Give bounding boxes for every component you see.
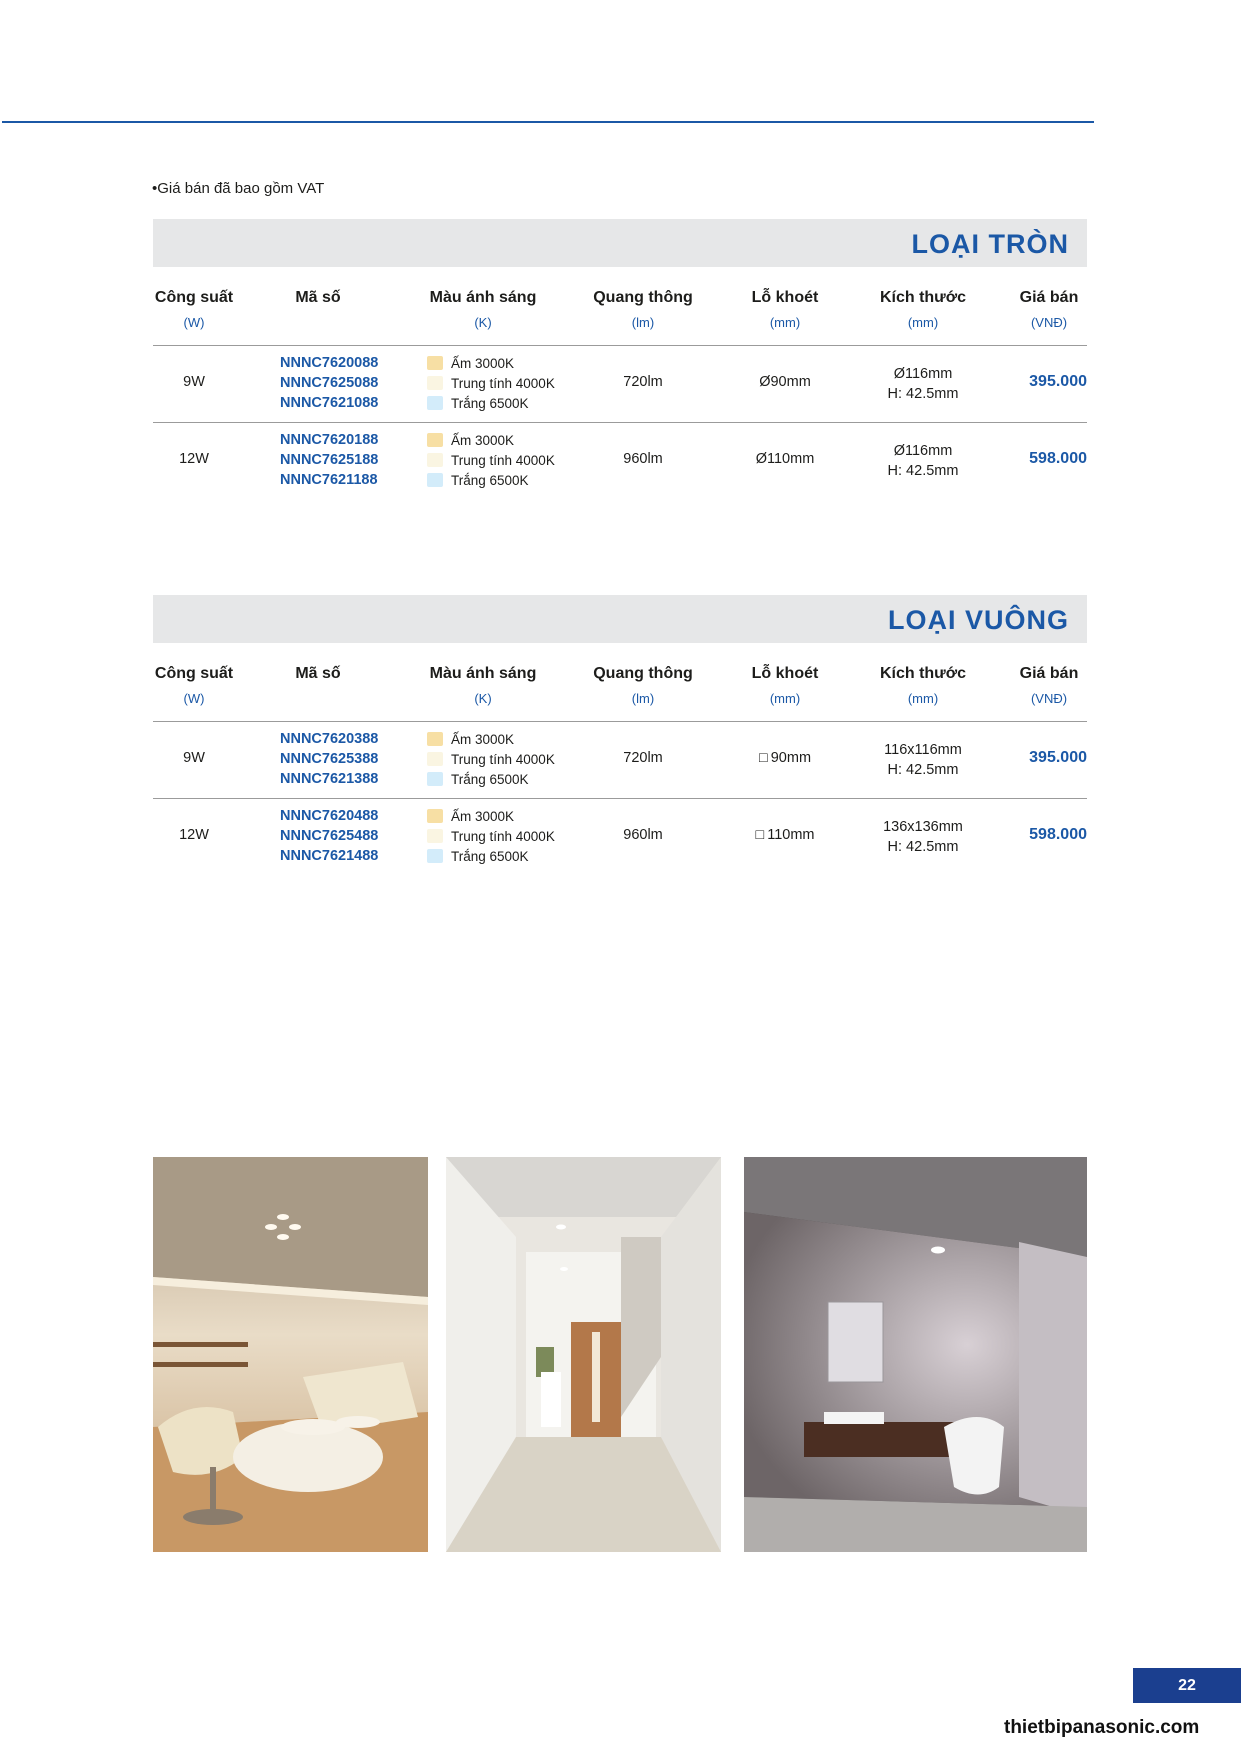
product-code: NNNC7620088 [280,355,379,371]
column-header-cutout: Lỗ khoét [751,665,819,682]
color-swatch [427,453,443,467]
product-code: NNNC7625088 [280,375,379,391]
color-swatch [427,809,443,823]
color-swatch [427,433,443,447]
product-codes [280,353,378,413]
color-swatch [427,849,443,863]
column-header-code: Mã số [295,289,341,306]
size-line-1: Ø116mm [893,366,953,382]
table-row [153,423,1087,499]
light-colors [427,354,555,414]
size-line-2: H: 42.5mm [887,762,959,778]
light-color-item [427,394,555,414]
color-swatch [427,396,443,410]
size-line-2: H: 42.5mm [887,839,959,855]
color-swatch [427,752,443,766]
light-color-label: Trắng 6500K [451,772,529,787]
section-title: LOẠI VUÔNG [887,605,1069,635]
light-colors [427,431,555,491]
product-code: NNNC7625388 [280,751,379,767]
column-header-power: Công suất [154,289,234,306]
column-header-power: Công suất [154,665,234,682]
light-color-item [427,770,555,790]
column-unit-size: (mm) [907,315,939,330]
color-swatch [427,829,443,843]
light-color-label: Trắng 6500K [451,849,529,864]
power-value: 9W [183,374,205,390]
cutout-value [725,374,845,390]
size-line-1: Ø116mm [893,443,953,459]
product-code: NNNC7621088 [280,395,379,411]
light-color-label: Trung tính 4000K [451,376,555,391]
cutout-text: Ø90mm [759,374,811,390]
cutout-text: 90mm [770,750,812,766]
section-header-bar [153,595,1087,643]
light-color-label: Ấm 3000K [451,433,515,448]
column-header-size: Kích thước [879,289,967,306]
size-line-2: H: 42.5mm [887,386,959,402]
table-row [153,799,1087,875]
size-value [858,817,988,857]
light-color-label: Ấm 3000K [451,356,515,371]
column-unit-color: (K) [474,315,492,330]
color-swatch [427,473,443,487]
flux-value: 720lm [623,750,663,766]
light-color-item [427,354,555,374]
color-swatch [427,772,443,786]
product-codes [280,430,378,490]
size-line-1: 116x116mm [884,742,962,758]
column-unit-power: (W) [183,315,205,330]
light-color-label: Trung tính 4000K [451,752,555,767]
column-unit-color: (K) [474,691,492,706]
table-header [153,643,1087,722]
size-line-2: H: 42.5mm [887,463,959,479]
top-divider [2,121,1094,123]
column-header-color: Màu ánh sáng [429,665,537,682]
size-value [858,441,988,481]
color-swatch [427,732,443,746]
cutout-value [725,750,845,766]
size-value [858,364,988,404]
product-code: NNNC7625188 [280,452,379,468]
column-unit-flux: (lm) [631,691,655,706]
cutout-text: 110mm [767,827,815,843]
size-line-1: 136x136mm [883,819,963,835]
price-value: 598.000 [1029,450,1087,467]
color-swatch [427,376,443,390]
column-unit-price: (VNĐ) [1030,691,1068,706]
color-swatch [427,356,443,370]
column-header-color: Màu ánh sáng [429,289,537,306]
flux-value: 960lm [623,451,663,467]
column-unit-flux: (lm) [631,315,655,330]
column-unit-cutout: (mm) [769,691,801,706]
light-color-item [427,730,555,750]
product-code: NNNC7625488 [280,828,379,844]
column-header-flux: Quang thông [593,289,693,306]
power-value: 12W [179,827,209,843]
flux-value: 720lm [623,374,663,390]
product-code: NNNC7621488 [280,848,379,864]
light-color-item [427,431,555,451]
page-number: 22 [1133,1668,1241,1703]
section-title: LOẠI TRÒN [911,229,1069,259]
price-section [153,219,1087,499]
column-header-code: Mã số [295,665,341,682]
column-unit-power: (W) [183,691,205,706]
cutout-text: Ø110mm [755,451,815,467]
column-header-price: Giá bán [1019,665,1079,682]
section-header-bar [153,219,1087,267]
hallway-photo [446,1157,721,1552]
power-value: 9W [183,750,205,766]
living-room-photo [153,1157,428,1552]
cutout-value [725,451,845,467]
price-section [153,595,1087,875]
table-row [153,346,1087,423]
light-color-item [427,451,555,471]
website-label: thietbipanasonic.com [1004,1717,1200,1738]
light-color-label: Ấm 3000K [451,809,515,824]
product-code: NNNC7621188 [280,472,378,488]
cutout-value [725,827,845,843]
light-color-item [427,750,555,770]
column-unit-price: (VNĐ) [1030,315,1068,330]
light-colors [427,730,555,790]
product-code: NNNC7621388 [280,771,379,787]
size-value [858,740,988,780]
table-header [153,267,1087,346]
product-code: NNNC7620188 [280,432,379,448]
column-header-price: Giá bán [1019,289,1079,306]
flux-value: 960lm [623,827,663,843]
table-row [153,722,1087,799]
light-color-label: Trung tính 4000K [451,829,555,844]
product-codes [280,806,378,866]
column-unit-size: (mm) [907,691,939,706]
square-cutout-icon: □ [755,827,765,843]
vat-note: •Giá bán đã bao gồm VAT [152,180,325,197]
light-color-item [427,374,555,394]
light-color-label: Trung tính 4000K [451,453,555,468]
square-cutout-icon: □ [758,750,768,766]
column-header-flux: Quang thông [593,665,693,682]
light-color-item [427,827,555,847]
light-color-item [427,807,555,827]
product-codes [280,729,378,789]
price-value: 598.000 [1029,826,1087,843]
light-color-label: Trắng 6500K [451,473,529,488]
product-code: NNNC7620388 [280,731,379,747]
column-header-cutout: Lỗ khoét [751,289,819,306]
light-colors [427,807,555,867]
price-value: 395.000 [1029,749,1087,766]
product-code: NNNC7620488 [280,808,379,824]
light-color-item [427,471,555,491]
bathroom-photo [744,1157,1087,1552]
light-color-item [427,847,555,867]
light-color-label: Trắng 6500K [451,396,529,411]
power-value: 12W [179,451,209,467]
column-unit-cutout: (mm) [769,315,801,330]
price-value: 395.000 [1029,373,1087,390]
light-color-label: Ấm 3000K [451,732,515,747]
column-header-size: Kích thước [879,665,967,682]
